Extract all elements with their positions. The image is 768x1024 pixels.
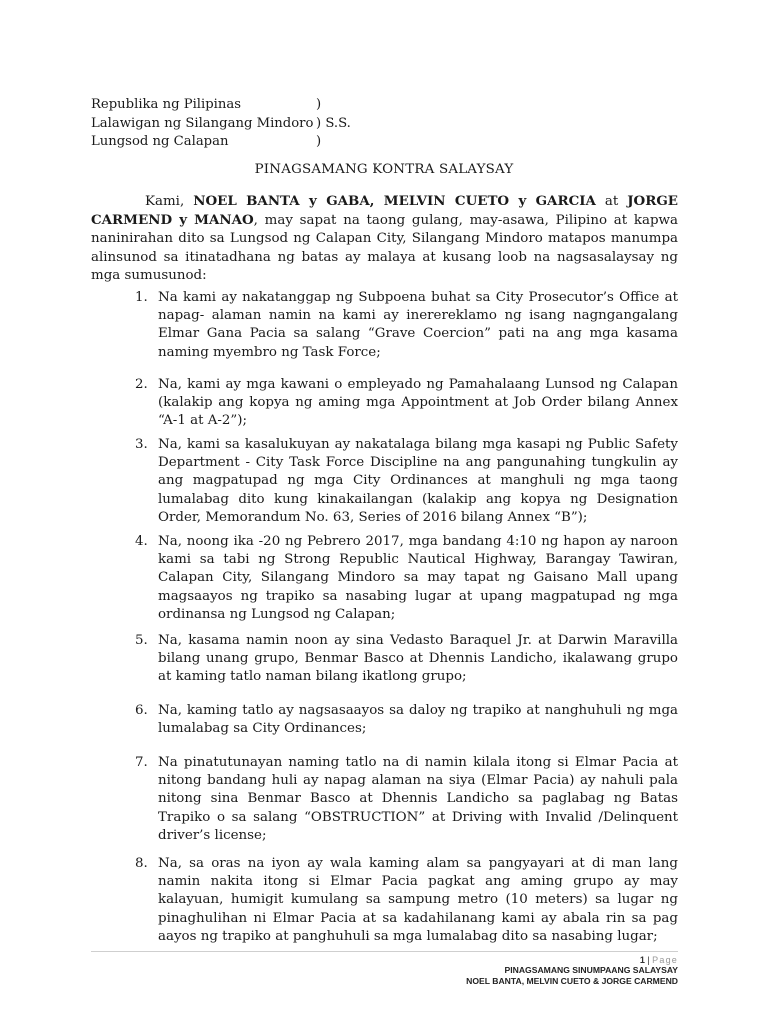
intro-rest: , may sapat na taong gulang, may-asawa, Pilipino at kapwa naninirahan dito sa Lungsod ng Calapan City, Silangang Mindoro matapos manumpa alinsunod sa itinatadhana ng batas ay malaya at kusang loob na nagsasalaysay ng mga sumusunod: [91,213,679,283]
item-number: 2. [135,377,148,392]
intro-mid: at [595,194,628,209]
republic-label: Republika ng Pilipinas [91,97,242,112]
page-number [640,955,678,965]
item-number: 5. [135,633,148,648]
page-label: Page [652,955,678,965]
intro-lead: Kami, [145,194,194,209]
venue-line-1 [91,96,322,115]
footer-doc-title: PINAGSAMANG SINUMPAANG SALAYSAY [504,965,678,975]
item-number: 3. [135,437,148,452]
item-number: 7. [135,755,148,770]
page-number-value: 1 [639,955,645,965]
affiant-names-1: NOEL BANTA y GABA, MELVIN CUETO y GARCIA [193,193,596,209]
item-text: Na kami ay nakatanggap ng Subpoena buhat sa City Prosecutor’s Office at napag- alaman namin na kami ay inerereklamo ng isang nagngangalang Elmar Gana Pacia sa salang “Grave Coercion” pati na ang mga kasama naming myembro ng Task Force; [158,290,678,360]
item-text: Na, kasama namin noon ay sina Vedasto Baraquel Jr. at Darwin Maravilla bilang unang grupo, Benmar Basco at Dhennis Landicho, ikalawang grupo at kaming tatlo naman bilang ikatlong grupo; [158,633,678,685]
item-number: 4. [135,534,148,549]
page-separator: | [644,955,653,965]
item-number: 8. [135,856,148,871]
city-label: Lungsod ng Calapan [91,134,229,149]
item-text: Na, kami sa kasalukuyan ay nakatalaga bilang mga kasapi ng Public Safety Department - City Task Force Discipline na ang pangunahing tungkulin ay ang magpatupad ng mga City Ordinances at manghuli ng mga taong lumalabag dito kung kinakailangan (kalakip ang kopya ng Designation Order, Memorandum No. 63, Series of 2016 bilang Annex “B”); [158,437,678,525]
item-text: Na, noong ika -20 ng Pebrero 2017, mga bandang 4:10 ng hapon ay naroon kami sa tabi ng Strong Republic Nautical Highway, Barangay Tawiran, Calapan City, Silangang Mindoro sa may tapat ng Gaisano Mall upang magsaayos ng trapiko sa nasabing lugar at upang magpatupad ng mga ordinansa ng Lungsod ng Calapan; [158,534,678,622]
document-title: PINAGSAMANG KONTRA SALAYSAY [254,162,514,177]
item-number: 6. [135,703,148,718]
venue-paren-2: ) S.S. [316,115,351,131]
item-text: Na, kaming tatlo ay nagsasaayos sa daloy ng trapiko at nanghuhuli ng mga lumalabag sa City Ordinances; [158,703,678,737]
venue-paren-1: ) [316,97,322,112]
affiant-names-2: JORGE CARMEND y MANAO [91,193,678,229]
item-text: Na, sa oras na iyon ay wala kaming alam sa pangyayari at di man lang namin nakita itong si Elmar Pacia pagkat ang aming grupo ay may kalayuan, humigit kumulang sa sampung metro (10 meters) sa lugar ng pinaghulihan ni Elmar Pacia at sa kadahilanang kami ay abala rin sa pag aayos ng trapiko at panghuhuli sa mga lumalabag dito sa nasabing lugar; [158,856,678,944]
footer-divider [91,951,678,952]
item-text: Na pinatutunayan naming tatlo na di namin kilala itong si Elmar Pacia at nitong bandang huli ay napag alaman na siya (Elmar Pacia) ay nahuli pala nitong sina Benmar Basco at Dhennis Landicho sa paglabag ng Batas Trapiko o sa salang “OBSTRUCTION” at Driving with Invalid /Delinquent driver’s license; [158,755,678,843]
venue-header [91,96,351,152]
item-number: 1. [135,290,148,305]
item-text: Na, kami ay mga kawani o empleyado ng Pamahalaang Lunsod ng Calapan (kalakip ang kopya ng aming mga Appointment at Job Order bilang Annex “A-1 at A-2”); [158,377,678,429]
venue-paren-3: ) [316,134,322,149]
venue-line-2 [91,115,351,134]
footer-names: NOEL BANTA, MELVIN CUETO & JORGE CARMEND [466,976,678,986]
province-label: Lalawigan ng Silangang Mindoro [91,115,314,131]
footer-caption [466,965,678,987]
intro-paragraph [91,192,678,285]
venue-line-3 [91,133,322,152]
